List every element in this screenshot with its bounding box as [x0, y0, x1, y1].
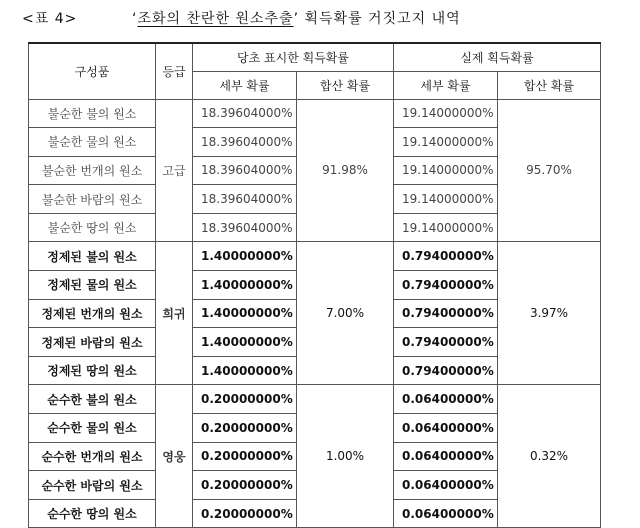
- actual-detail: 0.06400000%: [394, 442, 498, 471]
- grade-cell: 희귀: [156, 242, 193, 385]
- component-name: 순수한 물의 원소: [29, 414, 156, 443]
- component-name: 불순한 번개의 원소: [29, 156, 156, 185]
- table-row: [29, 242, 601, 271]
- component-name: 순수한 번개의 원소: [29, 442, 156, 471]
- displayed-detail: 1.40000000%: [193, 356, 297, 385]
- actual-sum: 0.32%: [498, 385, 601, 528]
- actual-detail: 19.14000000%: [394, 99, 498, 128]
- header-actual-sum: 합산 확률: [498, 71, 601, 99]
- document-header: [0, 0, 640, 40]
- table-head: [29, 43, 601, 99]
- header-component: 구성품: [29, 43, 156, 99]
- component-name: 불순한 땅의 원소: [29, 213, 156, 242]
- component-name: 순수한 바람의 원소: [29, 471, 156, 500]
- actual-detail: 0.79400000%: [394, 271, 498, 300]
- actual-detail: 0.79400000%: [394, 356, 498, 385]
- component-name: 정제된 불의 원소: [29, 242, 156, 271]
- table-row: [29, 99, 601, 128]
- displayed-detail: 1.40000000%: [193, 242, 297, 271]
- title-rest: 획득확률 거짓고지 내역: [299, 11, 461, 27]
- header-displayed-sum: 합산 확률: [297, 71, 394, 99]
- table-title: [132, 8, 461, 28]
- group-heroic: [29, 385, 601, 528]
- component-name: 불순한 바람의 원소: [29, 185, 156, 214]
- actual-detail: 19.14000000%: [394, 128, 498, 157]
- component-name: 불순한 물의 원소: [29, 128, 156, 157]
- actual-detail: 0.79400000%: [394, 242, 498, 271]
- displayed-detail: 0.20000000%: [193, 471, 297, 500]
- displayed-detail: 0.20000000%: [193, 385, 297, 414]
- component-name: 정제된 물의 원소: [29, 271, 156, 300]
- displayed-detail: 1.40000000%: [193, 271, 297, 300]
- title-quote-close: ’: [293, 11, 300, 27]
- header-grade: 등급: [156, 43, 193, 99]
- actual-detail: 19.14000000%: [394, 185, 498, 214]
- table-row: [29, 385, 601, 414]
- grade-cell: 영웅: [156, 385, 193, 528]
- actual-sum: 3.97%: [498, 242, 601, 385]
- displayed-detail: 1.40000000%: [193, 328, 297, 357]
- actual-detail: 0.79400000%: [394, 328, 498, 357]
- displayed-detail: 18.39604000%: [193, 156, 297, 185]
- displayed-detail: 18.39604000%: [193, 128, 297, 157]
- displayed-detail: 18.39604000%: [193, 185, 297, 214]
- table-label: <표 4>: [22, 11, 78, 27]
- title-main: 조화의 찬란한 원소추출: [137, 11, 294, 27]
- displayed-detail: 0.20000000%: [193, 499, 297, 528]
- component-name: 정제된 바람의 원소: [29, 328, 156, 357]
- component-name: 정제된 번개의 원소: [29, 299, 156, 328]
- actual-sum: 95.70%: [498, 99, 601, 242]
- probability-table: [28, 42, 601, 528]
- component-name: 순수한 땅의 원소: [29, 499, 156, 528]
- actual-detail: 19.14000000%: [394, 156, 498, 185]
- component-name: 순수한 불의 원소: [29, 385, 156, 414]
- actual-detail: 19.14000000%: [394, 213, 498, 242]
- component-name: 불순한 불의 원소: [29, 99, 156, 128]
- actual-detail: 0.06400000%: [394, 414, 498, 443]
- grade-cell: 고급: [156, 99, 193, 242]
- displayed-detail: 18.39604000%: [193, 213, 297, 242]
- header-displayed: 당초 표시한 획득확률: [193, 43, 394, 71]
- displayed-sum: 7.00%: [297, 242, 394, 385]
- displayed-detail: 1.40000000%: [193, 299, 297, 328]
- actual-detail: 0.06400000%: [394, 499, 498, 528]
- component-name: 정제된 땅의 원소: [29, 356, 156, 385]
- actual-detail: 0.06400000%: [394, 471, 498, 500]
- header-displayed-detail: 세부 확률: [193, 71, 297, 99]
- displayed-detail: 0.20000000%: [193, 442, 297, 471]
- header-actual-detail: 세부 확률: [394, 71, 498, 99]
- displayed-sum: 1.00%: [297, 385, 394, 528]
- displayed-detail: 18.39604000%: [193, 99, 297, 128]
- displayed-sum: 91.98%: [297, 99, 394, 242]
- group-advanced: [29, 99, 601, 242]
- header-actual: 실제 획득확률: [394, 43, 601, 71]
- displayed-detail: 0.20000000%: [193, 414, 297, 443]
- actual-detail: 0.79400000%: [394, 299, 498, 328]
- actual-detail: 0.06400000%: [394, 385, 498, 414]
- title-quote-open: ‘: [132, 11, 138, 27]
- group-rare: [29, 242, 601, 385]
